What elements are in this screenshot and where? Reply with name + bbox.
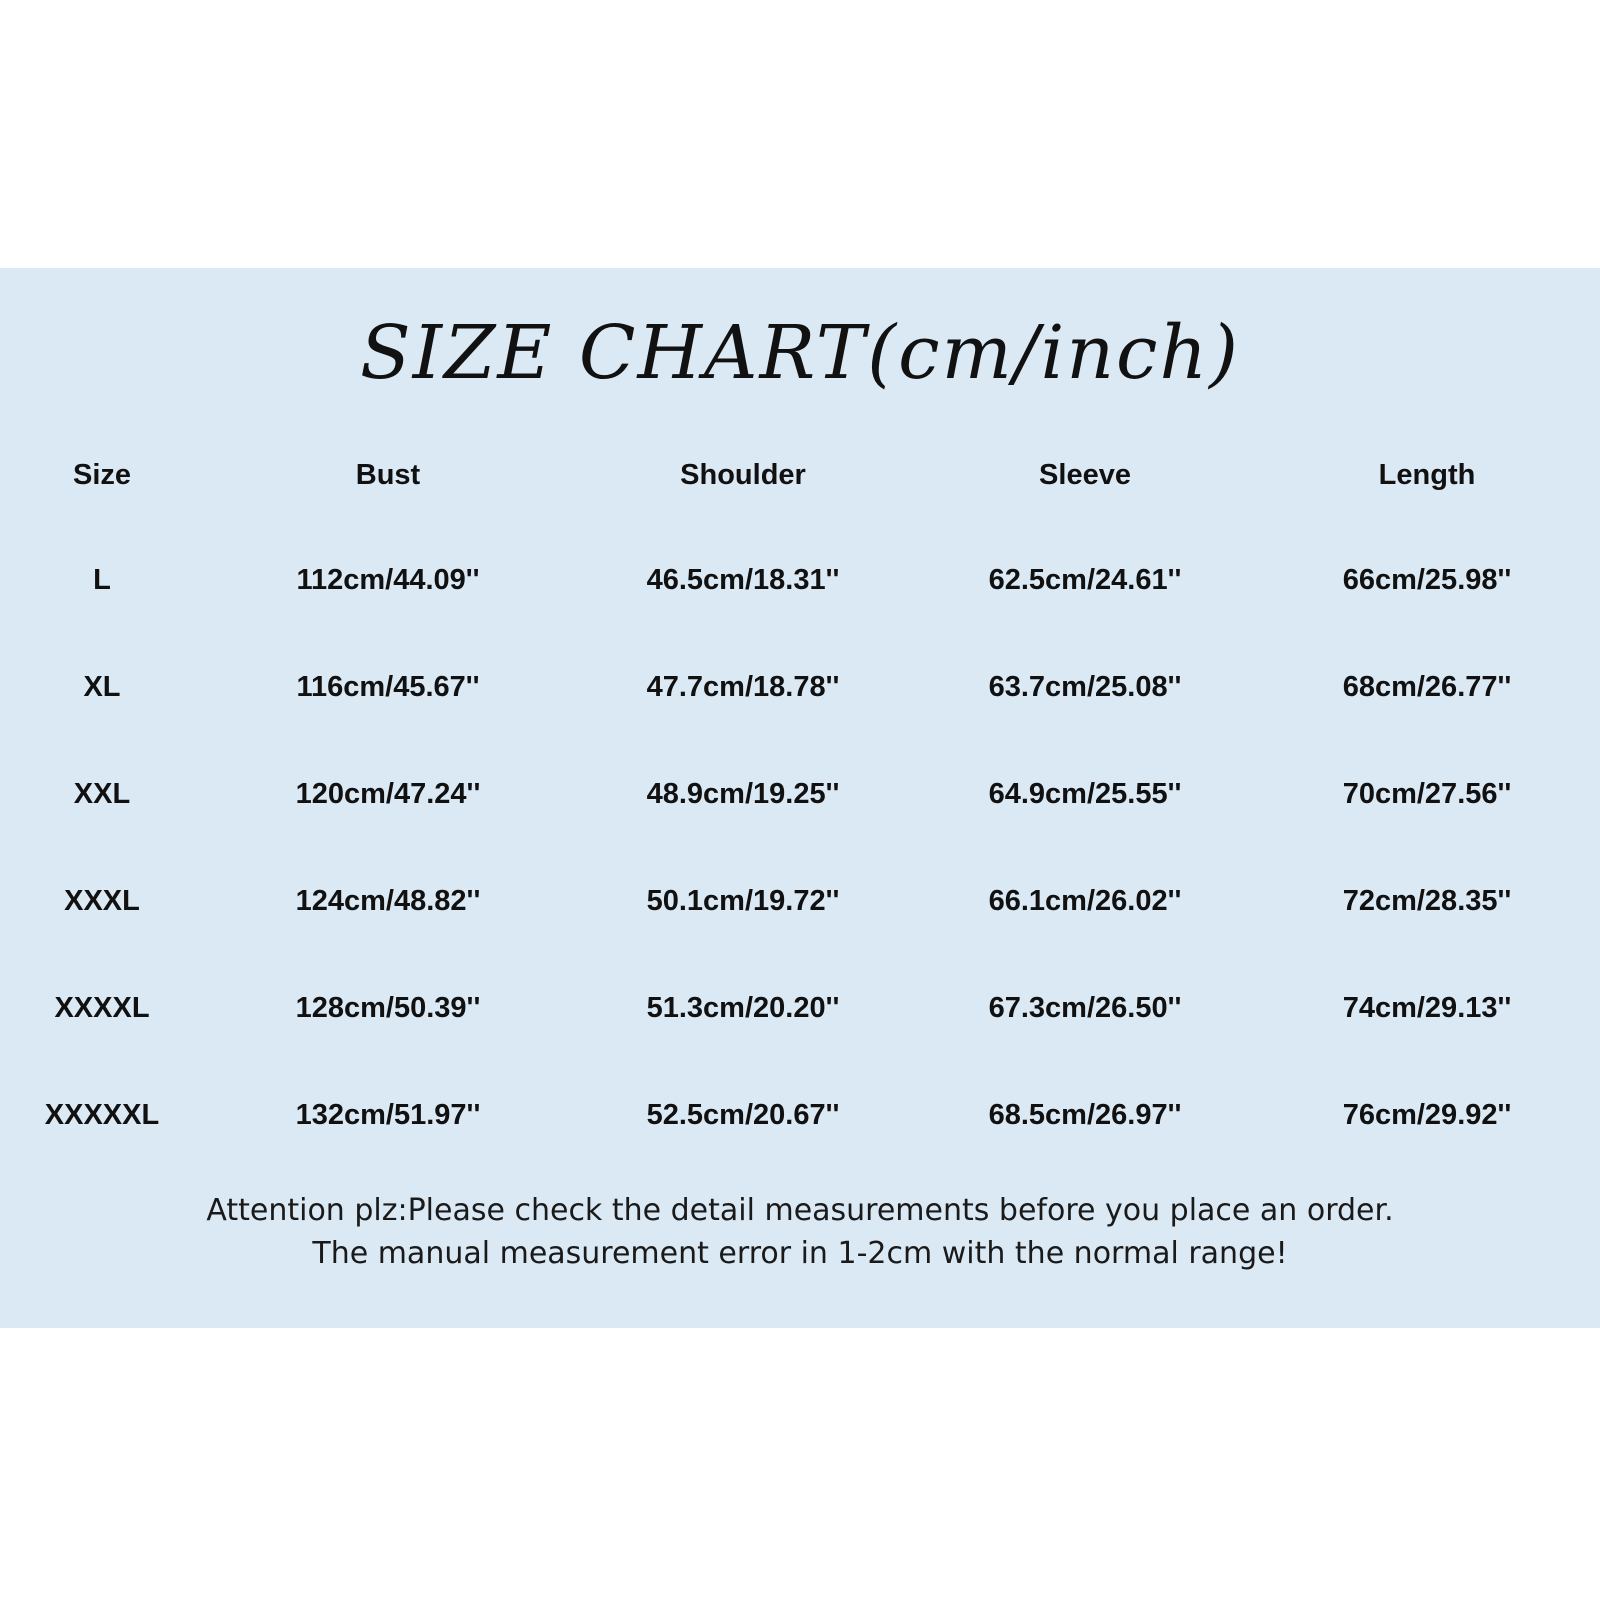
header-size: Size [72, 459, 132, 491]
measurement-error-note: The manual measurement error in 1-2cm with the normal range! [312, 1236, 1288, 1271]
cell-shoulder: 51.3cm/20.20'' [646, 992, 840, 1024]
header-sleeve: Sleeve [1039, 459, 1131, 491]
cell-length: 74cm/29.13'' [1342, 992, 1512, 1024]
cell-length: 72cm/28.35'' [1342, 885, 1512, 917]
cell-sleeve: 66.1cm/26.02'' [988, 885, 1182, 917]
cell-bust: 132cm/51.97'' [295, 1099, 481, 1131]
size-table [0, 268, 1600, 1328]
cell-length: 66cm/25.98'' [1342, 564, 1512, 596]
cell-size: XXXXXL [44, 1099, 160, 1131]
cell-bust: 128cm/50.39'' [295, 992, 481, 1024]
cell-shoulder: 52.5cm/20.67'' [646, 1099, 840, 1131]
cell-length: 76cm/29.92'' [1342, 1099, 1512, 1131]
size-chart-panel [0, 268, 1600, 1328]
cell-bust: 120cm/47.24'' [295, 778, 481, 810]
cell-size: XXXL [64, 885, 140, 917]
cell-size: XXL [73, 778, 131, 810]
header-bust: Bust [355, 459, 421, 491]
cell-sleeve: 62.5cm/24.61'' [988, 564, 1182, 596]
attention-note: Attention plz:Please check the detail measurements before you place an order. [206, 1193, 1394, 1228]
cell-size: L [93, 564, 111, 596]
cell-length: 70cm/27.56'' [1342, 778, 1512, 810]
cell-bust: 116cm/45.67'' [296, 671, 480, 703]
cell-shoulder: 48.9cm/19.25'' [646, 778, 840, 810]
cell-bust: 112cm/44.09'' [296, 564, 480, 596]
header-shoulder: Shoulder [680, 459, 806, 491]
cell-shoulder: 50.1cm/19.72'' [646, 885, 840, 917]
cell-shoulder: 47.7cm/18.78'' [646, 671, 840, 703]
cell-sleeve: 67.3cm/26.50'' [988, 992, 1182, 1024]
cell-size: XL [83, 671, 121, 703]
cell-sleeve: 63.7cm/25.08'' [988, 671, 1182, 703]
cell-shoulder: 46.5cm/18.31'' [646, 564, 840, 596]
cell-size: XXXXL [54, 992, 150, 1024]
cell-sleeve: 64.9cm/25.55'' [988, 778, 1182, 810]
cell-length: 68cm/26.77'' [1342, 671, 1512, 703]
size-chart-title: SIZE CHART(cm/inch) [360, 310, 1240, 396]
cell-sleeve: 68.5cm/26.97'' [988, 1099, 1182, 1131]
cell-bust: 124cm/48.82'' [295, 885, 481, 917]
header-length: Length [1378, 459, 1476, 491]
